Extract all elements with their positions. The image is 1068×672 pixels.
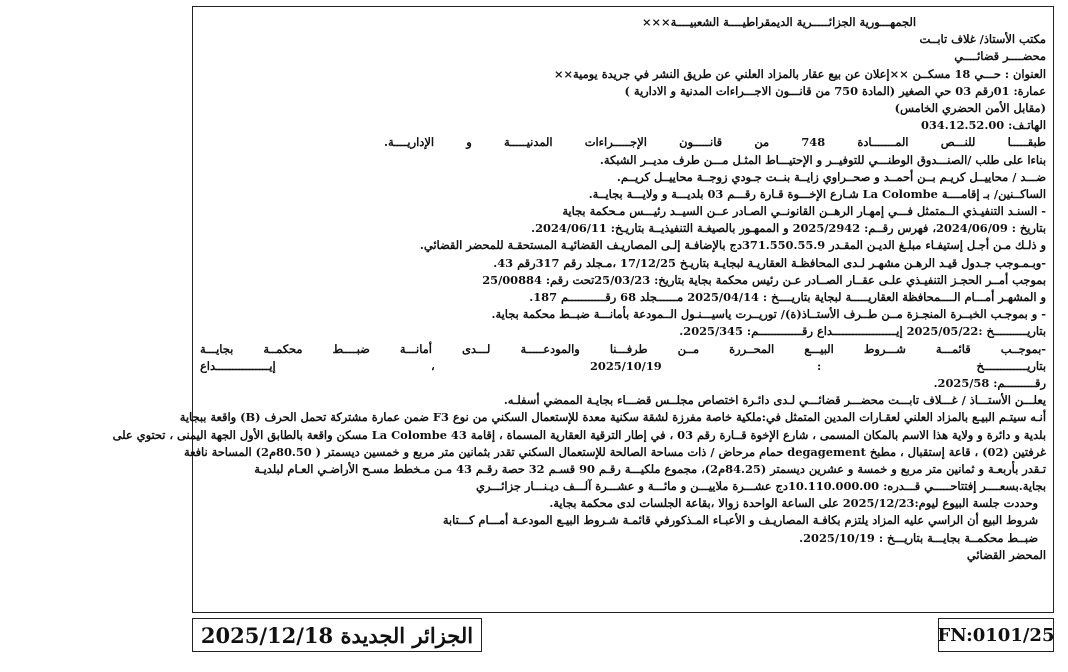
notice-line-conditions-number: رقـــــــــم: 2025/58. — [933, 375, 1046, 390]
notice-line-landmark: (مقابل الأمن الحضري الخامس) — [894, 100, 1046, 115]
notice-line-property-2: بلدية و دائرة و ولاية هذا الاسم بالمكان المسمى ، شارع الإخوة قــارة رقم 03 ، في إطار الترقية العقارية المسماة ، إقامة La Colombe 43 مسكن واقعة بالطابق الأول الجهة اليمنى ، تحتوي على — [112, 427, 1046, 442]
notice-line-announcement: يعلـــن الأستـــاذ / غـــلاف تابـــت محضـــر قضائـــي لـدى دائـرة اختصاص مجلــس قضـــاء بجايـة الممضي أسفلـه. — [503, 393, 1046, 408]
notice-line-executive-title: - السنـد التنفيـذي الــمتمثل فـــي إمهـار الرهــن القانونــي الصـادر عــن السيــد رئيـــس مـحكمة بجاية — [562, 204, 1046, 219]
notice-line-registry-date: ضبــط محكمــة بجايـــة بتاريـــخ : 2025/10/19. — [799, 530, 1038, 545]
notice-line-bailiff: محضــــر قضائــــي — [954, 49, 1046, 64]
notice-line-residence: الساكــنين/ بـ إقامــــة La Colombe شـارع الإخـــوة قـارة رقـــم 03 بلديـــة و ولايـــة بجايــة. — [588, 186, 1046, 201]
newspaper-date-box: الجزائر الجديدة 2025/12/18 — [192, 618, 482, 652]
notice-line-expertise-deposit: بتاريــــــــــخ :2025/05/22 إيـــــــــــــــــــداع رقـــــــــــــم: 2025/345. — [679, 324, 1046, 339]
notice-line-expertise: - و بموجـب الخبــرة المنجـزة مــن طــرف الأستــاذ(ة)/ توريــرت ياسيـــنـول الــمودعة بأمانـــة ضبــط محكمة بجاية. — [491, 307, 1046, 322]
notice-line-opening-price: بجاية.بسعــــر إفتتاحـــــي قـــدره: 10.110.000.00دج عشـــرة ملاييـــن و مائـــة و عشـــرة آلـــف ديـنـــار جزائـــري — [476, 479, 1046, 494]
notice-line-property-4: تـقدر بأربعـة و ثمانين متر مربع و خمسة و عشرين ديسمتر (84.25م2)، مجموع ملكيـــة رقـم 90 قسـم 32 حصة رقـم 43 مـن مـخطط مسـح الأراضـي العـام لبلديـة — [254, 461, 1046, 476]
notice-line-index: بتاريخ : 2024/06/09، فهرس رقــم: 2025/2942 و الممهـور بالصيغـة التنفيذيــة بتاريـخ: 2024/06/11. — [531, 221, 1046, 236]
legal-notice — [112, 14, 1047, 564]
notice-line-signature: المحضر القضائي — [966, 547, 1046, 562]
notice-line-debtors: ضـــد / محاييــل كريـم بــن أحمــد و صحــراوي زايــة بنــت جـودي زوجــة محاييــل كريــم. — [616, 169, 1046, 184]
notice-line-session-date: وحددت جلسة البيوع ليوم:2025/12/23 على الساعة الواحدة زوالا ،بقاعة الجلسات لدى محكمة بجاية. — [549, 496, 1038, 511]
notice-line-registration: و المشهـر أمـــام الــــمحافظة العقاريـــــة لبجاية بتاريــــخ : 2025/04/14 مــــــجلد 68 رقـــــــــــم 187. — [529, 290, 1046, 304]
notice-line-conditions-date: بتاريـــــــــــــخ : 2025/10/19 ، إيــــــــــــــــداع — [200, 358, 1047, 373]
notice-line-debt-amount: و ذلـك مـن أجـل إستيفـاء مبلـغ الديـن المقـدر 371.550.55.9دج بالإضافـة إلـى المصاريـف القضائيـة المستحقـة للمحضر القضائي. — [419, 238, 1046, 253]
notice-line-property-3: غرفتين (02) ، قاعة إستقبال ، مطبخ degagement حمام مرحاض / ذات مساحة الصالحة للإستعمال السكني تقدر بثمانين متر مربع و خمسين ديسمتر ( 80.50م2) المساحة نافعة — [184, 444, 1046, 459]
notice-line-building: عمارة: 01رقم 03 حي الصغير (المادة 750 من قانـــون الاجـــراءات المدنية و الادارية ) — [624, 83, 1046, 98]
notice-line-address-title: العنوان : حـــي 18 مسكــن ××إعلان عن بيع عقار بالمزاد العلني عن طريق النشر في جريدة يومية×× — [553, 66, 1046, 81]
reference-number-box: FN:0101/25 — [938, 618, 1054, 652]
notice-line-sale-terms: شروط البيع أن الراسي عليه المزاد يلتزم بكافـة المصاريـف و الأعبـاء المـذكورفي قائمـة شـروط البيـع المودعـة أمـــام كـــتابة — [442, 513, 1038, 528]
notice-line-seizure-order: بموجب أمــر الحجـز التنفيـذي علـى عقــار الصــادر عـن رئيس محكمة بجاية بتاريخ: 25/03/23تحت رقم: 25/00884 — [482, 272, 1046, 287]
notice-line-phone: الهاتـف: 034.12.52.00 — [920, 118, 1046, 133]
notice-line-property-1: أنـه سيتـم البيـع بالمزاد العلني لعقـارات المدين المتمثل في:ملكية خاصة مفرزة لشقة سكنية معدة للإستعمال السكني من نوع F3 ضمن عمارة مشتركة تحمل الحرف (B) واقعة ببجاية — [179, 410, 1046, 425]
notice-line-mortgage: -وبـمـوجب جـدول قيـد الرهـن مشهـر لـدى المحافظـة العقاريـة لبجايـة بتاريـخ 17/12/25 ،مـجلد رقم 317رقم 43. — [493, 255, 1046, 270]
notice-line-legal-basis: طبقـــــا للنـــص المـــــــادة 748 من قانـــــون الإجـــــراءات المدنيـــــة و الإداريــــة. — [384, 135, 1046, 150]
notice-line-requester: بناءا على طلب /الصنـــدوق الوطنـــي للتوفيــر و الإحتيـــاط المثـل مـــن طرف مديــر الشبكة. — [599, 152, 1046, 167]
notice-line-republic: الجمهـــورية الجزائـــــرية الديمقراطيــــة الشعبيــــة××× — [641, 15, 916, 29]
notice-line-conditions: -بموجــب قائمـــة شـــروط البيـــع المحــررة مــن طرفـــنا والمودعـــــة لـــدى أمانـــة ضبــــط محكمــة بجايـــة — [200, 341, 1046, 356]
notice-line-office: مكتب الأستاذ/ غلاف تابــت — [919, 32, 1046, 47]
